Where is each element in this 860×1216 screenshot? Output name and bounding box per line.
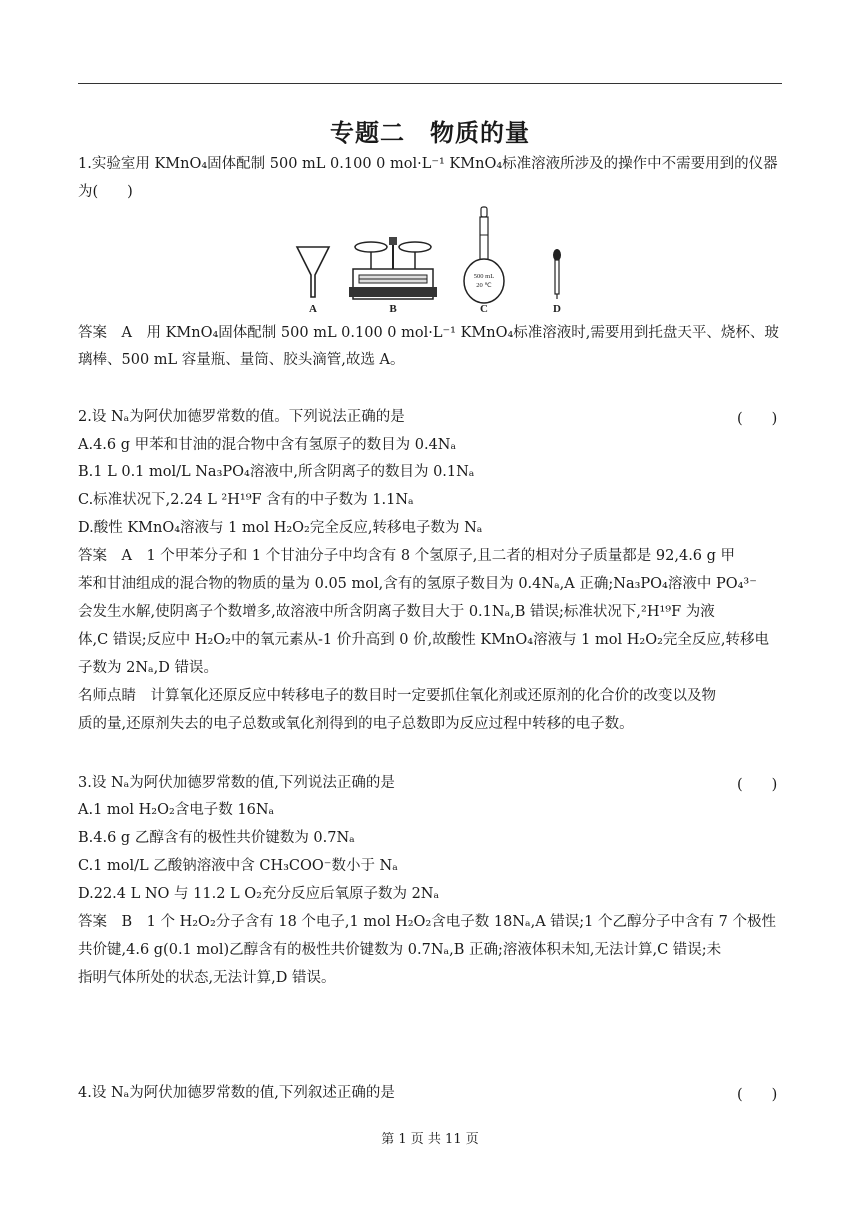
q2-answer-line-2: 苯和甘油组成的混合物的物质的量为 0.05 mol,含有的氢原子数目为 0.4Nₐ,A 正确;Na₃PO₄溶液中 PO₄³⁻ bbox=[78, 576, 757, 592]
q1-stem-line-1: 1.实验室用 KMnO₄固体配制 500 mL 0.100 0 mol·L⁻¹ KMnO₄标准溶液所涉及的操作中不需要用到的仪器 bbox=[78, 156, 778, 172]
dropper-icon bbox=[553, 249, 561, 299]
q2-option-b: B.1 L 0.1 mol/L Na₃PO₄溶液中,所含阴离子的数目为 0.1Nₐ bbox=[78, 464, 475, 480]
label-a: A bbox=[309, 303, 317, 315]
svg-text:500 mL: 500 mL bbox=[473, 273, 495, 280]
q3-answer-bracket: ( ) bbox=[737, 777, 778, 793]
q2-answer-line-5: 子数为 2Nₐ,D 错误。 bbox=[78, 660, 218, 676]
q1-answer-line-2: 璃棒、500 mL 容量瓶、量筒、胶头滴管,故选 A。 bbox=[78, 352, 405, 368]
q2-tip-line-1: 名师点睛 计算氧化还原反应中转移电子的数目时一定要抓住氧化剂或还原剂的化合价的改变以及物 bbox=[78, 688, 716, 704]
q2-option-a: A.4.6 g 甲苯和甘油的混合物中含有氢原子的数目为 0.4Nₐ bbox=[78, 437, 457, 453]
q3-option-a: A.1 mol H₂O₂含电子数 16Nₐ bbox=[78, 802, 275, 818]
q2-answer-bracket: ( ) bbox=[737, 411, 778, 427]
q2-tip-line-2: 质的量,还原剂失去的电子总数或氧化剂得到的电子总数即为反应过程中转移的电子数。 bbox=[78, 716, 634, 732]
q3-option-c: C.1 mol/L 乙酸钠溶液中含 CH₃COO⁻数小于 Nₐ bbox=[78, 858, 398, 874]
page-footer: 第 1 页 共 11 页 bbox=[381, 1132, 479, 1147]
header-rule bbox=[78, 83, 782, 84]
label-d: D bbox=[553, 303, 561, 315]
funnel-icon bbox=[297, 247, 329, 297]
q3-option-b: B.4.6 g 乙醇含有的极性共价键数为 0.7Nₐ bbox=[78, 830, 355, 846]
q4-stem: 4.设 Nₐ为阿伏加德罗常数的值,下列叙述正确的是 bbox=[78, 1085, 395, 1101]
q2-answer-line-4: 体,C 错误;反应中 H₂O₂中的氧元素从-1 价升高到 0 价,故酸性 KMnO₄溶液与 1 mol H₂O₂完全反应,转移电 bbox=[78, 632, 770, 648]
q1-answer-line-1: 答案 A 用 KMnO₄固体配制 500 mL 0.100 0 mol·L⁻¹ KMnO₄标准溶液时,需要用到托盘天平、烧杯、玻 bbox=[78, 325, 779, 341]
q2-answer-line-1: 答案 A 1 个甲苯分子和 1 个甘油分子中均含有 8 个氢原子,且二者的相对分子质量都是 92,4.6 g 甲 bbox=[78, 548, 736, 564]
q2-stem: 2.设 Nₐ为阿伏加德罗常数的值。下列说法正确的是 bbox=[78, 409, 405, 425]
balance-icon bbox=[349, 237, 437, 299]
q1-apparatus-figure bbox=[285, 205, 585, 317]
q2-option-d: D.酸性 KMnO₄溶液与 1 mol H₂O₂完全反应,转移电子数为 Nₐ bbox=[78, 520, 483, 536]
volumetric-flask-icon bbox=[464, 207, 504, 303]
svg-text:20 ℃: 20 ℃ bbox=[476, 282, 492, 289]
q3-answer-line-1: 答案 B 1 个 H₂O₂分子含有 18 个电子,1 mol H₂O₂含电子数 18Nₐ,A 错误;1 个乙醇分子中含有 7 个极性 bbox=[78, 914, 776, 930]
q3-answer-line-3: 指明气体所处的状态,无法计算,D 错误。 bbox=[78, 970, 336, 986]
q4-answer-bracket: ( ) bbox=[737, 1087, 778, 1103]
q2-answer-line-3: 会发生水解,使阴离子个数增多,故溶液中所含阴离子数目大于 0.1Nₐ,B 错误;标准状况下,²H¹⁹F 为液 bbox=[78, 604, 715, 620]
q1-stem-line-2: 为( ) bbox=[78, 184, 133, 200]
q3-answer-line-2: 共价键,4.6 g(0.1 mol)乙醇含有的极性共价键数为 0.7Nₐ,B 正确;溶液体积未知,无法计算,C 错误;未 bbox=[78, 942, 722, 958]
q3-option-d: D.22.4 L NO 与 11.2 L O₂充分反应后氧原子数为 2Nₐ bbox=[78, 886, 440, 902]
label-b: B bbox=[389, 303, 397, 315]
page-title: 专题二 物质的量 bbox=[330, 119, 530, 147]
label-c: C bbox=[480, 303, 488, 315]
q2-option-c: C.标准状况下,2.24 L ²H¹⁹F 含有的中子数为 1.1Nₐ bbox=[78, 492, 414, 508]
q3-stem: 3.设 Nₐ为阿伏加德罗常数的值,下列说法正确的是 bbox=[78, 775, 395, 791]
